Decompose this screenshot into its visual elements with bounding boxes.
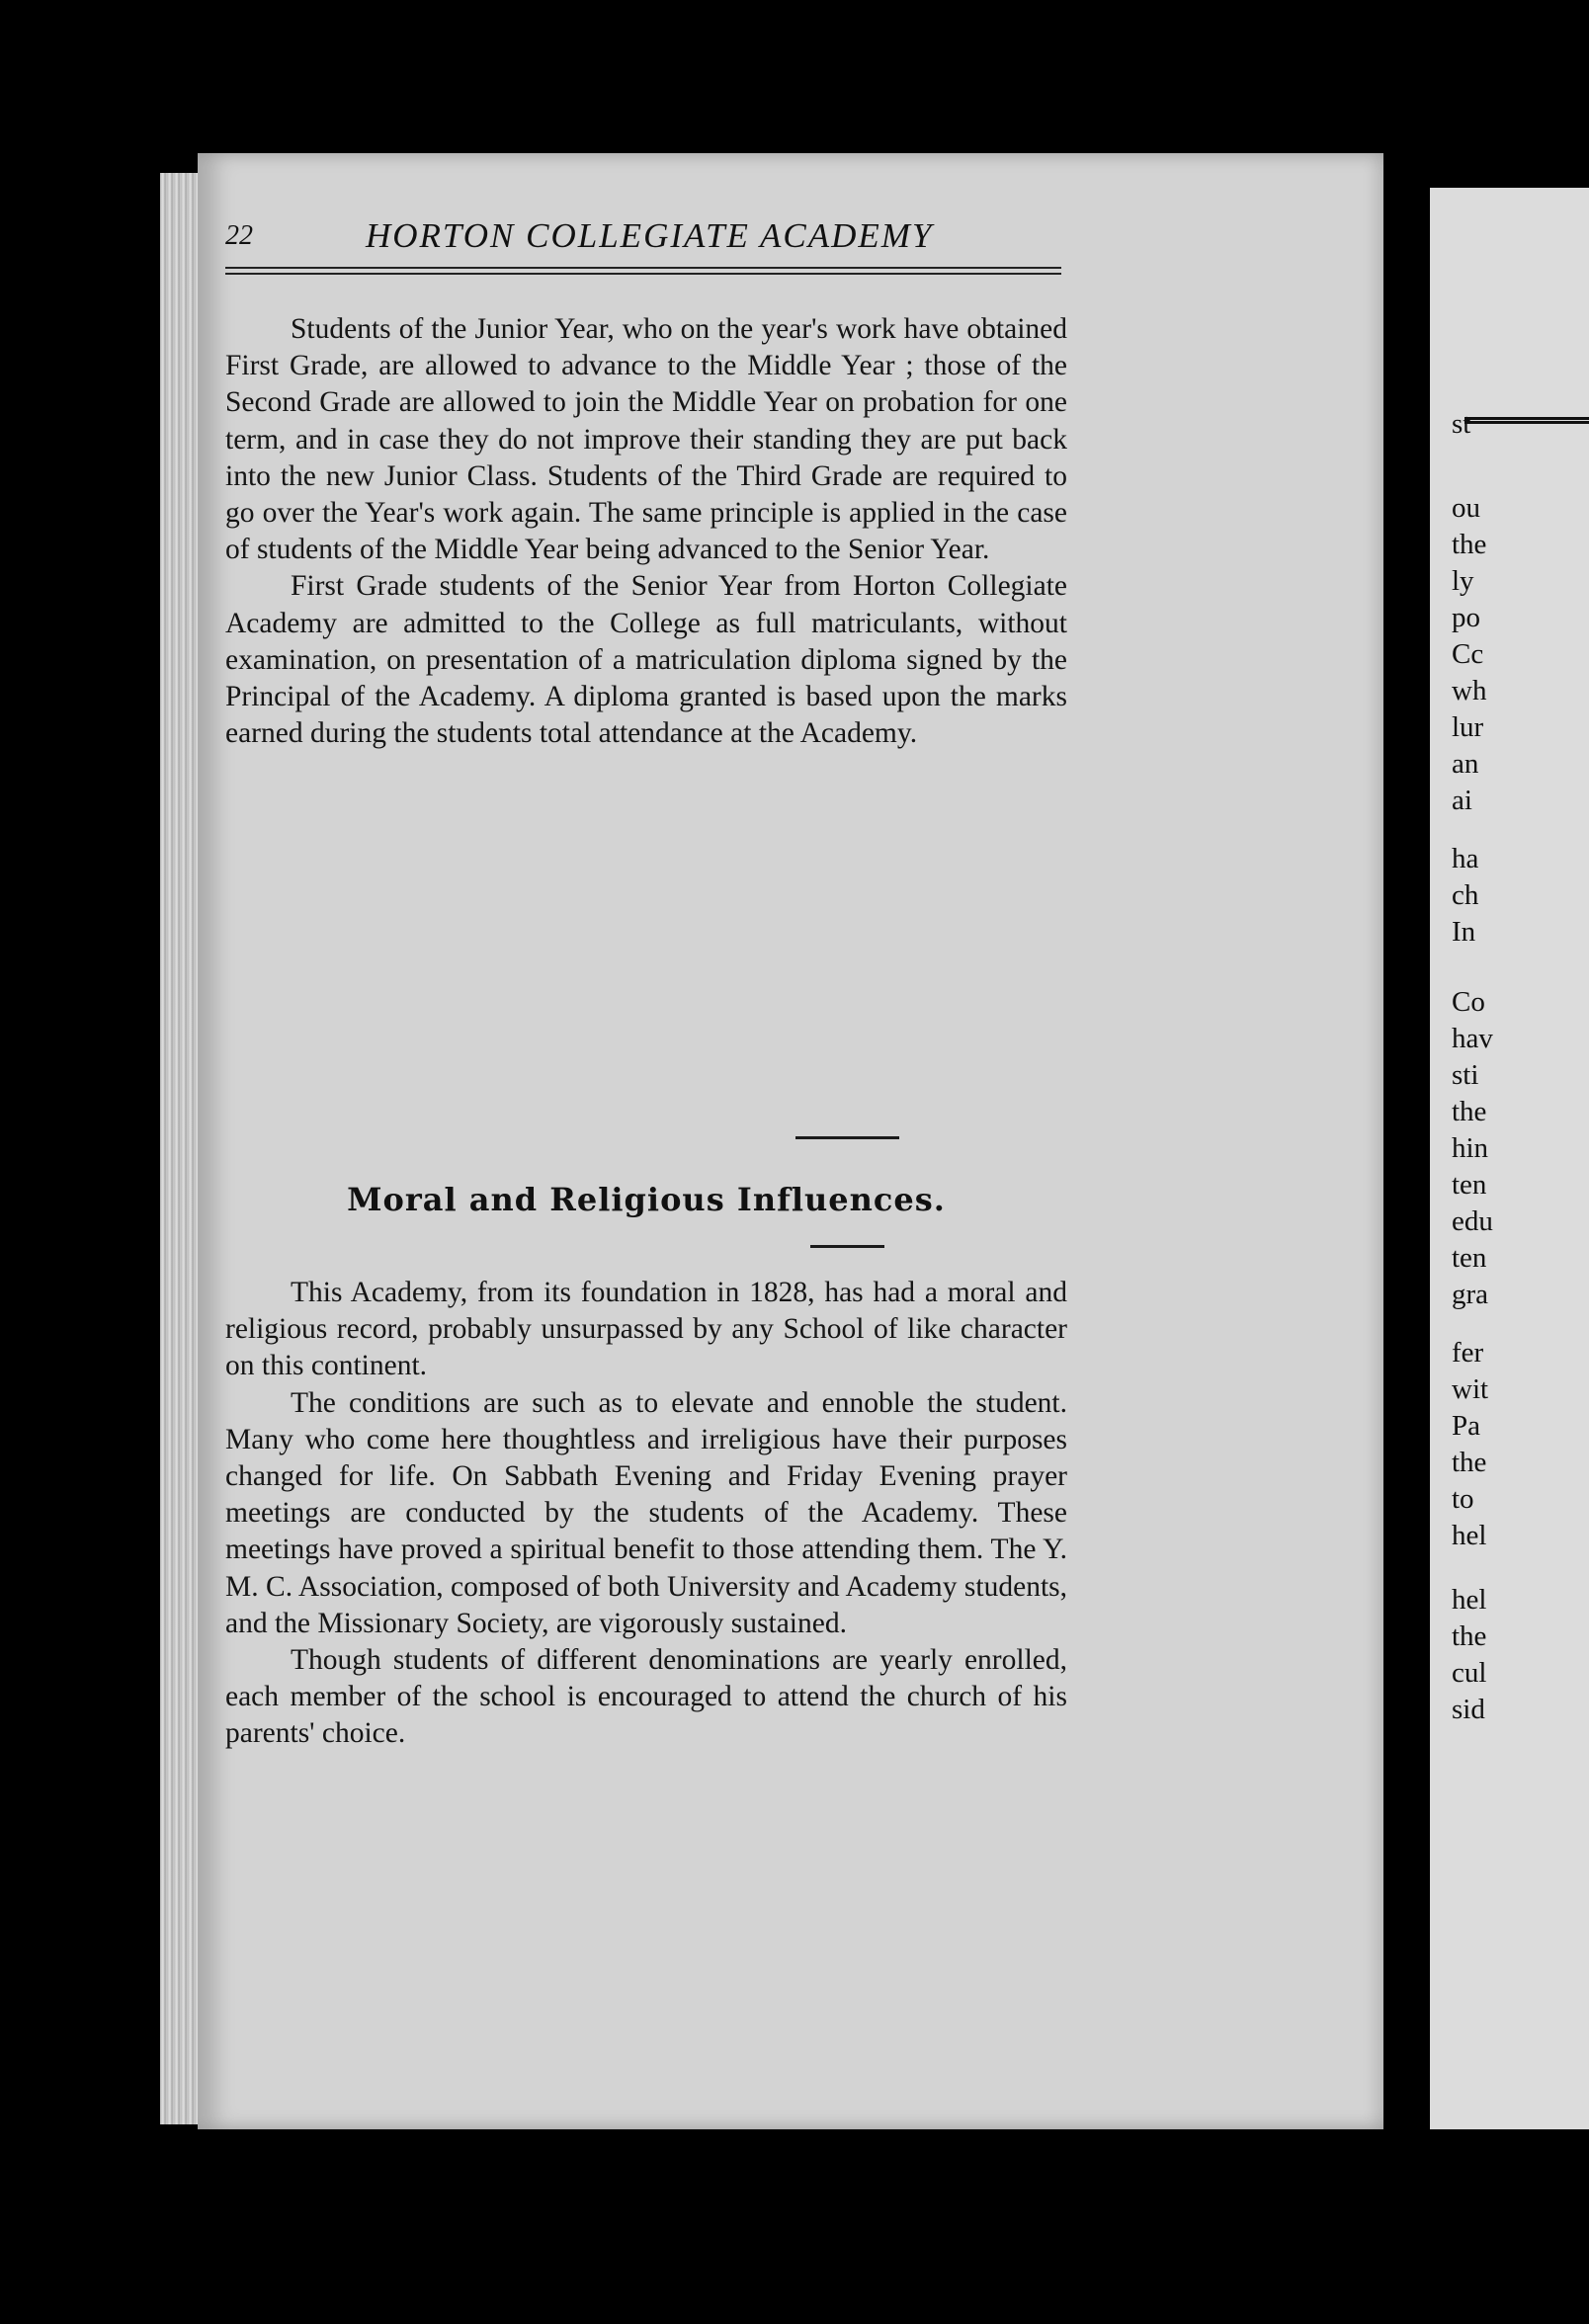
right-page-fragment: gra: [1452, 1279, 1489, 1310]
right-page-fragment: ten: [1452, 1242, 1487, 1274]
right-page-fragment: edu: [1452, 1205, 1493, 1237]
right-page-fragment: the: [1452, 1096, 1487, 1127]
right-page-fragment: ten: [1452, 1169, 1487, 1201]
paragraph-conditions: The conditions are such as to elevate and ennoble the student. Many who come here thoughtless and irreligious have their purposes changed for life. On Sabbath Evening and Friday Evening prayer meetings are conducted by the students of the Academy. These meetings have proved a spiritual benefit to those attending them. The Y. M. C. Association, composed of both University and Academy students, and the Missionary Society, are vigorously sustained.: [225, 1386, 1067, 1639]
right-page-fragment: the: [1452, 1447, 1487, 1478]
right-page-fragment: an: [1452, 748, 1479, 780]
right-page-fragment: Co: [1452, 986, 1485, 1018]
right-page-fragment: ai: [1452, 785, 1472, 816]
paragraph-senior-year: First Grade students of the Senior Year from Horton Collegiate Academy are admitted to the College as full matriculants, without examination, on presentation of a matriculation diploma signed by the Principal of the Academy. A diploma granted is based upon the marks earned during the students total attendance at the Academy.: [225, 570, 1067, 750]
right-page-fragment: In: [1452, 916, 1476, 948]
section-divider-bottom: [810, 1245, 884, 1248]
right-page-fragment: hin: [1452, 1132, 1489, 1164]
right-page-fragment: wit: [1452, 1373, 1489, 1405]
right-page-fragment: Cc: [1452, 638, 1484, 670]
right-page-rule: [1464, 417, 1589, 424]
right-page-fragment: ch: [1452, 879, 1479, 911]
right-page-fragment: st: [1452, 408, 1471, 440]
right-page-fragment: lur: [1452, 711, 1484, 743]
paragraph-foundation: This Academy, from its foundation in 1828, has had a moral and religious record, probably unsurpassed by any School of like character on this continent.: [225, 1277, 1067, 1382]
right-page-fragment: Pa: [1452, 1410, 1480, 1442]
right-page-fragment: the: [1452, 529, 1487, 560]
right-page-fragment: to: [1452, 1483, 1474, 1515]
right-page-fragment: hel: [1452, 1520, 1487, 1551]
right-page-edge: [1430, 188, 1589, 2129]
right-page-fragment: sti: [1452, 1059, 1479, 1091]
paragraph-junior-year: Students of the Junior Year, who on the year's work have obtained First Grade, are allowed to advance to the Middle Year ; those of the Second Grade are allowed to join the Middle Year on probation for one term, and in case they do not improve their standing they are put back into the new Junior Class. Students of the Third Grade are required to go over the Year's work again. The same principle is applied in the case of students of the Middle Year being advanced to the Senior Year.: [225, 313, 1067, 566]
right-page-fragment: the: [1452, 1620, 1487, 1652]
running-title: HORTON COLLEGIATE ACADEMY: [366, 216, 934, 255]
right-page-fragment: hav: [1452, 1023, 1493, 1054]
right-page-fragment: ou: [1452, 492, 1480, 524]
right-page-fragment: po: [1452, 602, 1480, 633]
right-page-fragment: fer: [1452, 1337, 1484, 1369]
section-divider-top: [795, 1136, 899, 1139]
right-page-fragment: ly: [1452, 565, 1474, 597]
right-page-fragment: wh: [1452, 675, 1487, 706]
header-rule: [225, 267, 1061, 275]
section-heading: Moral and Religious Influences.: [347, 1181, 946, 1218]
page-number: 22: [225, 220, 253, 251]
body-section-promotion: [225, 311, 1067, 752]
right-page-fragment: ha: [1452, 843, 1479, 874]
right-page-fragment: hel: [1452, 1584, 1487, 1616]
body-section-moral: [225, 1275, 1067, 1753]
page-header: [225, 212, 1065, 262]
right-page-fragment: sid: [1452, 1694, 1485, 1725]
paragraph-denominations: Though students of different denominations are yearly enrolled, each member of the school is encouraged to attend the church of his parents' choice.: [225, 1644, 1067, 1750]
page-edge-binding: [160, 173, 200, 2124]
right-page-fragment: cul: [1452, 1657, 1487, 1689]
